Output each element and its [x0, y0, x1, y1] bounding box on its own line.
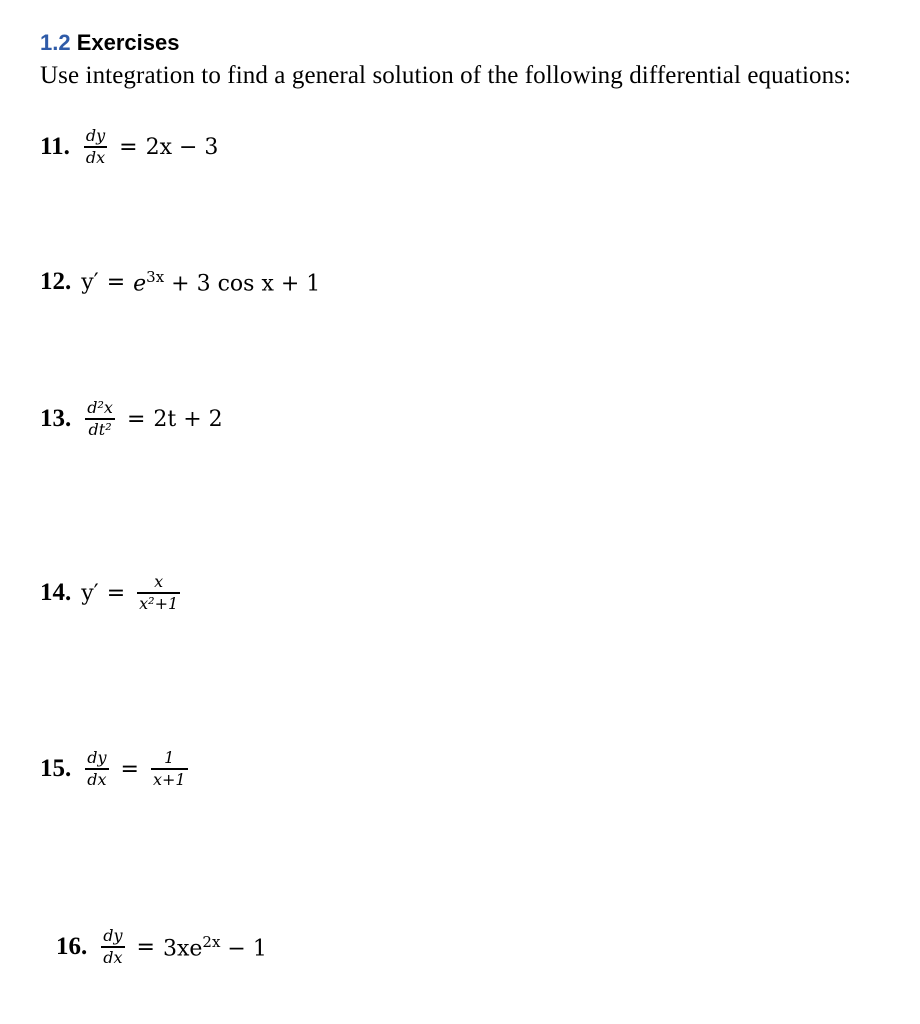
rhs-numerator: 1 — [164, 748, 175, 767]
lhs-denominator: dx — [85, 148, 106, 167]
rhs-fraction — [151, 748, 188, 790]
rhs-base: 3xe — [162, 936, 203, 962]
instructions-text: Use integration to find a general solution of the following differential equations: — [40, 62, 852, 89]
exercise-number: 14. — [40, 579, 72, 606]
equals-sign: = — [120, 756, 139, 782]
exercise-11 — [40, 126, 218, 168]
exercise-number: 12. — [40, 268, 72, 296]
rhs-denominator: x²+1 — [139, 594, 179, 613]
lhs-numerator: dy — [87, 748, 107, 767]
lhs-fraction — [85, 748, 108, 790]
rhs-fraction — [137, 572, 180, 614]
equals-sign: = — [106, 580, 126, 606]
lhs-denominator: dx — [103, 948, 123, 967]
rhs-expression: 2t + 2 — [153, 406, 223, 432]
lhs-denominator: dt² — [88, 420, 112, 439]
equals-sign: = — [119, 134, 138, 160]
lhs-expression: y′ — [81, 580, 99, 606]
rhs-expression: 2x − 3 — [145, 134, 219, 160]
equals-sign: = — [126, 406, 146, 432]
exercise-number: 13. — [40, 405, 72, 432]
lhs-fraction — [85, 398, 115, 440]
equals-sign: = — [136, 934, 155, 960]
exercise-15 — [40, 748, 192, 790]
section-number: 1.2 — [40, 30, 71, 55]
lhs-numerator: dy — [103, 926, 123, 945]
exercise-16 — [56, 926, 267, 968]
rhs-base: e — [133, 271, 147, 297]
lhs-numerator: d²x — [87, 398, 113, 417]
rhs-rest: + 3 cos x + 1 — [171, 271, 321, 297]
lhs-fraction — [84, 126, 107, 168]
section-title: Exercises — [76, 30, 180, 55]
rhs-expression — [133, 268, 320, 296]
lhs-expression: y′ — [81, 269, 99, 295]
section-heading — [40, 30, 179, 56]
lhs-numerator: dy — [85, 126, 106, 145]
equals-sign: = — [106, 269, 126, 295]
rhs-expression — [163, 933, 267, 961]
lhs-fraction — [101, 926, 124, 968]
exercise-number: 15. — [40, 755, 72, 782]
rhs-numerator: x — [154, 572, 164, 591]
rhs-exponent: 3x — [146, 268, 165, 286]
rhs-denominator: x+1 — [152, 770, 186, 789]
rhs-exponent: 2x — [202, 932, 221, 951]
lhs-denominator: dx — [87, 770, 107, 789]
exercise-12 — [40, 268, 320, 296]
exercise-14 — [40, 572, 184, 614]
exercise-13 — [40, 398, 223, 440]
exercise-number: 11. — [40, 133, 70, 160]
exercise-number: 16. — [56, 933, 88, 960]
rhs-rest: − 1 — [227, 936, 267, 962]
